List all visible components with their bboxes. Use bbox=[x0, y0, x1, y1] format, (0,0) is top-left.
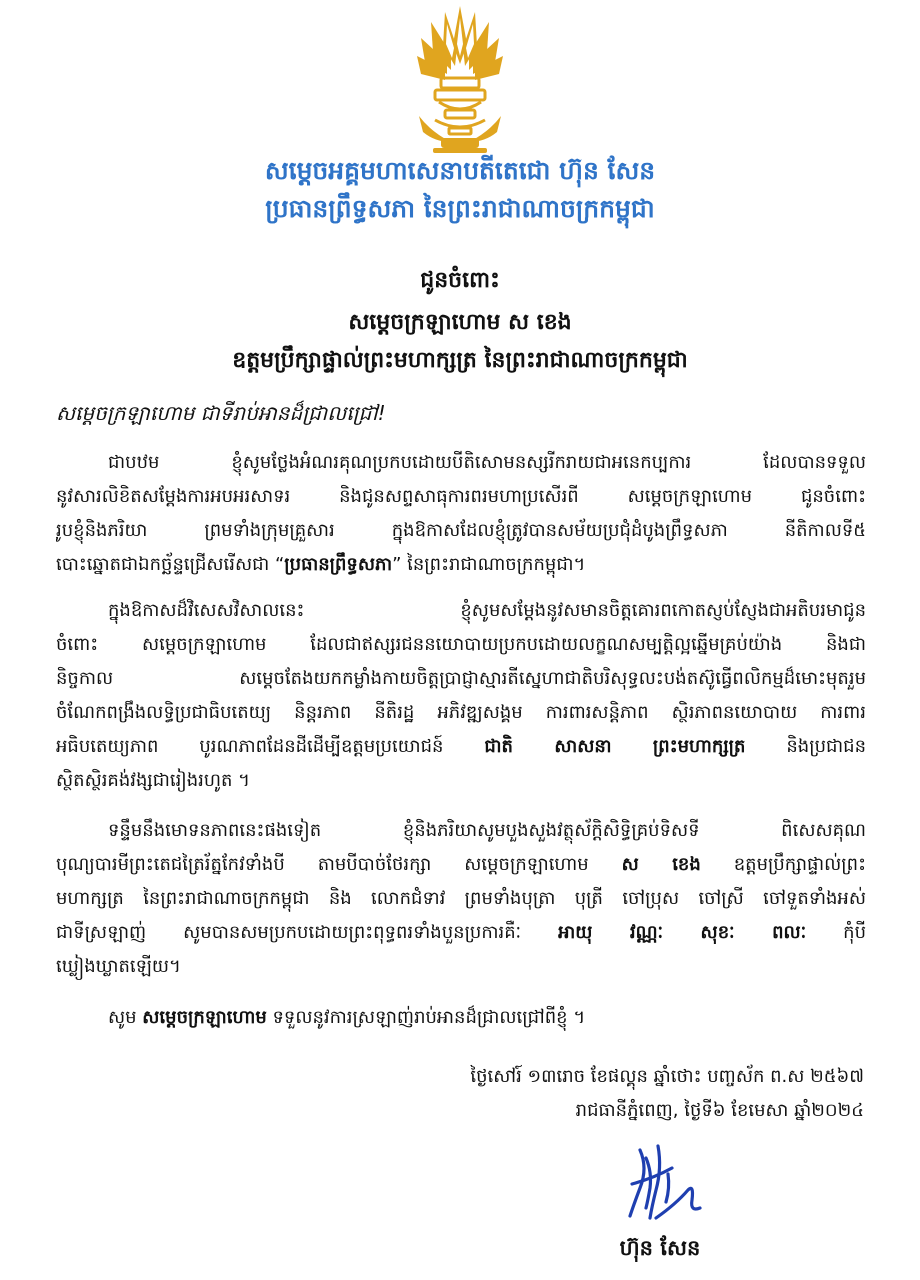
paragraph-line: ទន្ទឹមនឹងមោទនភាពនេះផងទៀត ខ្ញុំនិងភរិយាសូមបួងសួងវត្ថុស័ក្តិសិទ្ធិគ្រប់ទិសទី ពិសេសគុណ bbox=[108, 820, 866, 841]
text-segment: បោះឆ្នោតជាឯកច្ឆ័ន្ទជ្រើសរើសជា “ bbox=[56, 554, 285, 575]
paragraph-line: ឃ្លៀងឃ្លាតឡើយ។ bbox=[56, 956, 181, 977]
paragraph-line: រូបខ្ញុំនិងភរិយា ព្រមទាំងក្រុមគ្រួសារ ក្នុងឱកាសដែលខ្ញុំត្រូវបានសម័យប្រជុំដំបូងព្រឹទ្ធសភា នីតិកាលទី៥ bbox=[56, 520, 866, 541]
text-segment: ឧត្តមប្រឹក្សាផ្ទាល់ព្រះ bbox=[700, 854, 866, 875]
text-segment: អធិបតេយ្យភាព បូរណភាពដែនដីដើម្បីឧត្តមប្រយោជន៍ bbox=[56, 736, 485, 757]
solar-date: រាជធានីភ្នំពេញ, ថ្ងៃទី៦ ខែមេសា ឆ្នាំ២០២៤ bbox=[575, 1100, 864, 1121]
recipient-addressing: ជូនចំពោះ bbox=[420, 268, 500, 293]
emphasized-text: ជាតិ សាសនា ព្រះមហាក្សត្រ bbox=[484, 736, 746, 757]
text-segment: បុណ្យបារមីព្រះតេជត្រៃរ័ត្នកែវទាំងបី តាមបីបាច់ថែរក្សា សម្តេចក្រឡាហោម bbox=[56, 854, 622, 875]
issuer-title: ប្រធានព្រឹទ្ធសភា នៃព្រះរាជាណាចក្រកម្ពុជា bbox=[265, 194, 655, 223]
paragraph-line bbox=[56, 850, 866, 880]
senate-emblem-icon bbox=[405, 4, 515, 154]
text-segment: ជាទីស្រឡាញ់ សូមបានសមប្រកបដោយព្រះពុទ្ធពរទាំងបួនប្រការគឺៈ bbox=[56, 922, 559, 943]
emphasized-text: អាយុ វណ្ណៈ សុខៈ ពលៈ bbox=[558, 922, 807, 943]
paragraph-line: ក្នុងឱកាសដ៏វិសេសវិសាលនេះ ខ្ញុំសូមសម្តែងនូវសមានចិត្តគោរពកោតស្ញប់ស្ញែងជាអតិបរមាជូន bbox=[108, 600, 866, 621]
emphasized-text: ប្រធានព្រឹទ្ធសភា bbox=[284, 554, 393, 575]
paragraph-line bbox=[56, 550, 866, 580]
paragraph-line bbox=[56, 732, 866, 762]
signer-name: ហ៊ុន សែន bbox=[619, 1236, 701, 1260]
paragraph-line: ស្ថិតស្ថិរគង់វង្សជារៀងរហូត ។ bbox=[56, 770, 250, 791]
signature-icon bbox=[610, 1138, 710, 1228]
paragraph-line: ចំណែកពង្រឹងលទ្ធិប្រជាធិបតេយ្យ និន្តរភាព នីតិរដ្ឋ អភិវឌ្ឍសង្គម ការពារសន្តិភាព ស្ថិរភាពនយោបាយ ការពារ bbox=[56, 702, 866, 723]
recipient-title: ឧត្តមប្រឹក្សាផ្ទាល់ព្រះមហាក្សត្រ នៃព្រះរាជាណាចក្រកម្ពុជា bbox=[232, 348, 688, 373]
paragraph-line bbox=[56, 918, 866, 948]
paragraph-line: ចំពោះ សម្តេចក្រឡាហោម ដែលជាឥស្សរជននយោបាយប្រកបដោយលក្ខណសម្បត្តិល្អឆ្នើមគ្រប់យ៉ាង និងជា bbox=[56, 634, 866, 655]
paragraph-line: មហាក្សត្រ នៃព្រះរាជាណាចក្រកម្ពុជា និង លោកជំទាវ ព្រមទាំងបុត្រា បុត្រី ចៅប្រុស ចៅស្រី ចៅទួតទាំងអស់ bbox=[56, 888, 866, 909]
text-segment: សូម bbox=[108, 1007, 143, 1028]
emphasized-text: ស ខេង bbox=[621, 854, 701, 875]
emphasized-text: សម្តេចក្រឡាហោម bbox=[142, 1007, 267, 1028]
recipient-name: សម្តេចក្រឡាហោម ស ខេង bbox=[348, 310, 572, 335]
closing-line bbox=[108, 1003, 585, 1033]
paragraph-line: និច្ចកាល សម្តេចតែងយកកម្លាំងកាយចិត្តប្រាជ្ញាស្មារតីស្នេហាជាតិបរិសុទ្ធលះបង់តស៊ូធ្វើពលិកម្មដ៏មោះមុតរួម bbox=[56, 668, 866, 689]
text-segment: កុំបី bbox=[806, 922, 866, 943]
text-segment: និងប្រជាជន bbox=[745, 736, 866, 757]
paragraph-line: នូវសារលិខិតសម្តែងការអបអរសាទរ និងជូនសព្ទសាធុការពរមហាប្រសើរពី សម្តេចក្រឡាហោម ជូនចំពោះ bbox=[56, 486, 866, 507]
lunar-date: ថ្ងៃសៅរ៍ ១៣រោច ខែផល្គុន ឆ្នាំថោះ បញ្ចស័ក ព.ស ២៥៦៧ bbox=[470, 1066, 864, 1087]
issuer-name: សម្តេចអគ្គមហាសេនាបតីតេជោ ហ៊ុន សែន bbox=[264, 156, 656, 185]
salutation: សម្តេចក្រឡាហោម ជាទីរាប់អានដ៏ជ្រាលជ្រៅ! bbox=[56, 401, 386, 425]
paragraph-line: ជាបឋម ខ្ញុំសូមថ្លែងអំណរគុណប្រកបដោយបីតិសោមនស្សរីករាយជាអនេកប្បការ ដែលបានទទួល bbox=[108, 452, 866, 473]
text-segment: ” នៃព្រះរាជាណាចក្រកម្ពុជា។ bbox=[392, 554, 586, 575]
text-segment: ទទួលនូវការស្រឡាញ់រាប់អានដ៏ជ្រាលជ្រៅពីខ្ញុំ ។ bbox=[266, 1007, 586, 1028]
